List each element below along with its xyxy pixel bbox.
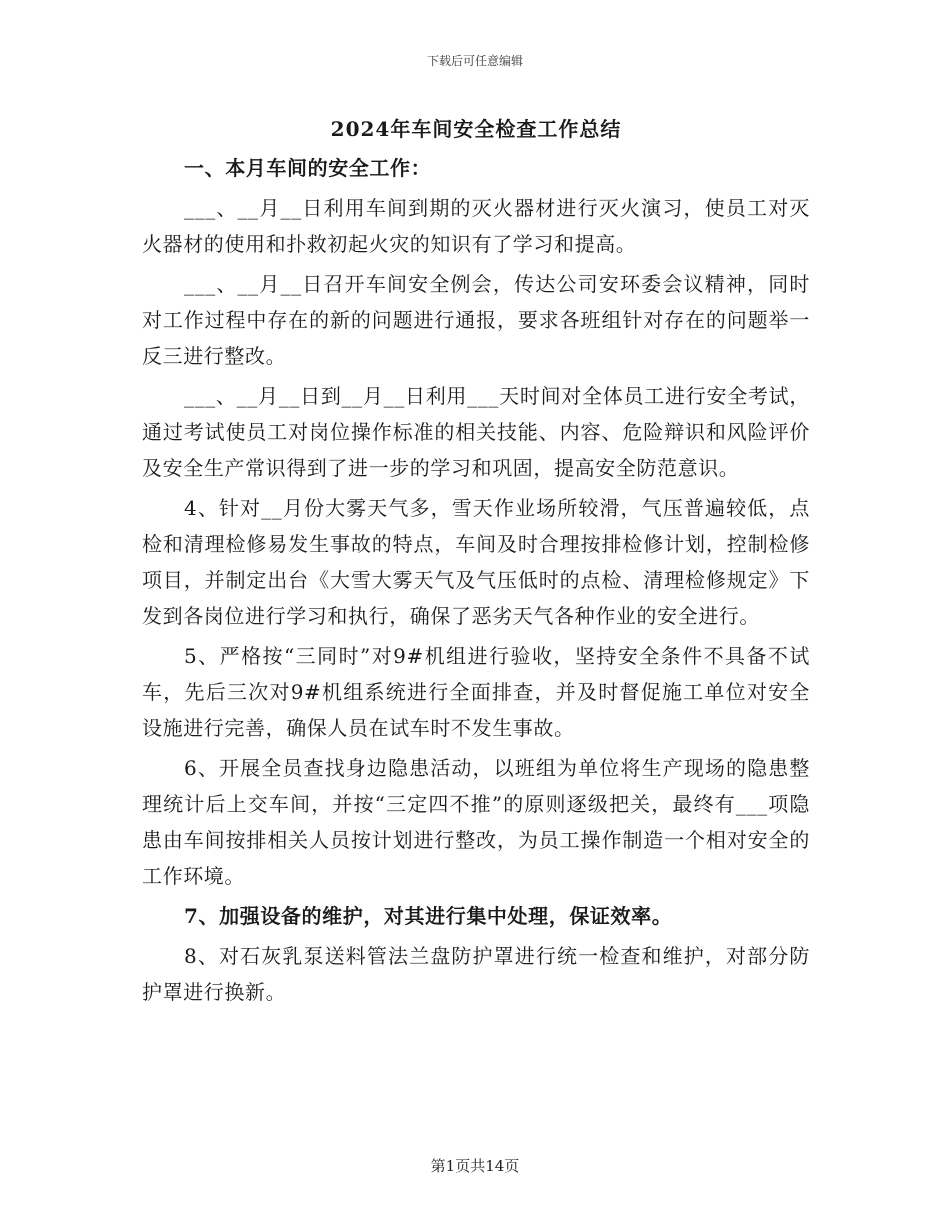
paragraph-3: ___、__月__日到__月__日利用___天时间对全体员工进行安全考试，通过考试使员工对岗位操作标准的相关技能、内容、危险辩识和风险评价及安全生产常识得到了进一步的学习和巩固，提高安全防范意识。 (142, 384, 810, 480)
paragraph-1: ___、__月__日利用车间到期的灭火器材进行灭火演习，使员工对灭火器材的使用和扑救初起火灾的知识有了学习和提高。 (142, 196, 810, 256)
page-footer: 第1页共14页 (430, 1157, 520, 1175)
paragraph-2: ___、__月__日召开车间安全例会，传达公司安环委会议精神，同时对工作过程中存在的新的问题进行通报，要求各班组针对存在的问题举一反三进行整改。 (142, 272, 810, 368)
paragraph-5: 5、严格按“三同时”对9#机组进行验收，坚持安全条件不具备不试车，先后三次对9#机组系统进行全面排查，并及时督促施工单位对安全设施进行完善，确保人员在试车时不发生事故。 (142, 644, 810, 740)
paragraph-6: 6、开展全员查找身边隐患活动，以班组为单位将生产现场的隐患整理统计后上交车间，并按“三定四不推”的原则逐级把关，最终有___项隐患由车间按排相关人员按计划进行整改，为员工操作制造一个相对安全的工作环境。 (142, 756, 810, 888)
header-note: 下载后可任意编辑 (426, 54, 523, 68)
paragraph-4: 4、针对__月份大雾天气多，雪天作业场所较滑，气压普遍较低，点检和清理检修易发生事故的特点，车间及时合理按排检修计划，控制检修项目，并制定出台《大雪大雾天气及气压低时的点检、清理检修规定》下发到各岗位进行学习和执行，确保了恶劣天气各种作业的安全进行。 (142, 496, 810, 628)
section-heading-7: 7、加强设备的维护，对其进行集中处理，保证效率。 (184, 904, 673, 928)
paragraph-8: 8、对石灰乳泵送料管法兰盘防护罩进行统一检查和维护，对部分防护罩进行换新。 (142, 944, 810, 1004)
document-title: 2024年车间安全检查工作总结 (330, 117, 622, 141)
section-heading-1: 一、本月车间的安全工作： (184, 156, 432, 180)
document-body (142, 112, 810, 1014)
